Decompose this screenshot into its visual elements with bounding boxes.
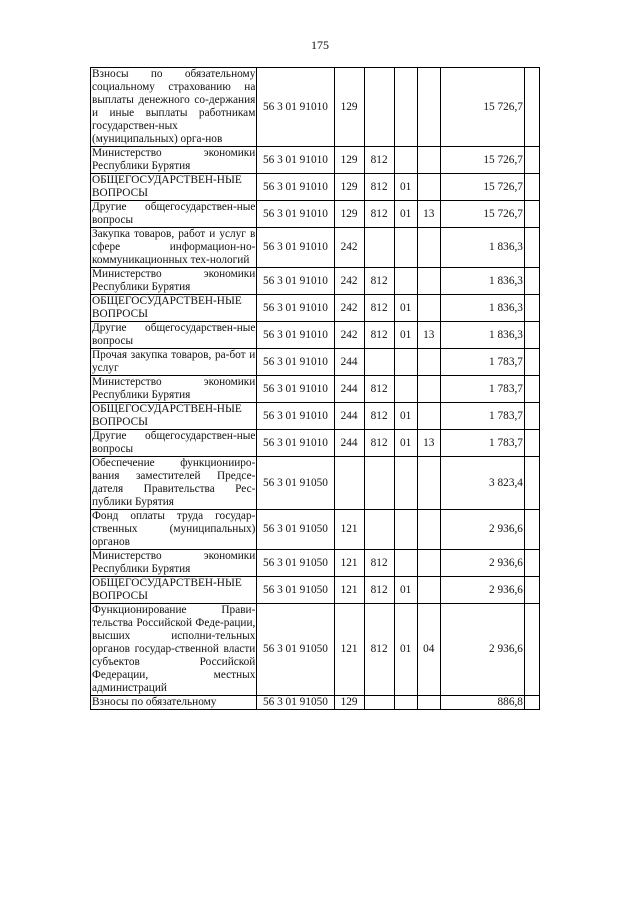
table-row	[91, 174, 540, 201]
row-name-cell: ОБЩЕГОСУДАРСТВЕН-НЫЕ ВОПРОСЫ	[91, 403, 257, 430]
target-article-cell: 56 3 01 91010	[257, 201, 334, 228]
row-name-cell: Другие общегосударствен-ные вопросы	[92, 430, 256, 455]
ministry-code-cell	[364, 349, 394, 376]
ministry-code-cell: 812	[364, 376, 394, 403]
table-row	[91, 510, 540, 550]
ministry-code-cell: 812	[364, 322, 394, 349]
section-cell: 01	[394, 201, 417, 228]
target-article-cell: 56 3 01 91010	[257, 174, 334, 201]
target-article-cell: 56 3 01 91050	[257, 604, 334, 696]
expense-type-cell: 244	[334, 349, 364, 376]
row-name-cell: Фонд оплаты труда государ-ственных (муниципальных) органов	[92, 510, 256, 548]
expense-type-cell: 242	[334, 268, 364, 295]
table-row	[91, 268, 540, 295]
target-article-cell: 56 3 01 91010	[257, 295, 334, 322]
row-name-cell: Обеспечение функционииро-вания заместителей Предсе-дателя Правительства Рес-публики Бурятия	[92, 457, 256, 508]
subsection-cell	[417, 228, 440, 268]
table-row	[91, 295, 540, 322]
amount-cell: 2 936,6	[440, 577, 524, 604]
section-cell	[394, 550, 417, 577]
row-name-cell: Министерство экономики Республики Бурятия	[92, 268, 256, 293]
expense-type-cell: 244	[334, 376, 364, 403]
target-article-cell: 56 3 01 91050	[257, 457, 334, 510]
expense-type-cell: 244	[334, 430, 364, 457]
target-article-cell: 56 3 01 91010	[257, 228, 334, 268]
section-cell	[394, 147, 417, 174]
expense-type-cell: 121	[334, 550, 364, 577]
target-article-cell: 56 3 01 91010	[257, 322, 334, 349]
section-cell	[394, 268, 417, 295]
amount-cell: 1 836,3	[440, 268, 524, 295]
ministry-code-cell: 812	[364, 430, 394, 457]
table-row	[91, 349, 540, 376]
expense-type-cell: 129	[334, 696, 364, 710]
amount-cell: 1 783,7	[440, 403, 524, 430]
empty-cell	[524, 174, 539, 201]
subsection-cell: 04	[417, 604, 440, 696]
amount-cell: 1 836,3	[440, 228, 524, 268]
section-cell: 01	[394, 174, 417, 201]
section-cell	[394, 510, 417, 550]
empty-cell	[524, 510, 539, 550]
row-name-cell: Министерство экономики Республики Бурятия	[92, 147, 256, 172]
ministry-code-cell: 812	[364, 201, 394, 228]
table-row	[91, 147, 540, 174]
table-row	[91, 376, 540, 403]
subsection-cell	[417, 577, 440, 604]
target-article-cell: 56 3 01 91050	[257, 510, 334, 550]
subsection-cell	[417, 403, 440, 430]
subsection-cell	[417, 147, 440, 174]
amount-cell: 886,8	[440, 696, 524, 710]
subsection-cell	[417, 295, 440, 322]
ministry-code-cell	[364, 228, 394, 268]
table-row	[91, 550, 540, 577]
row-name-cell: Другие общегосударствен-ные вопросы	[92, 322, 256, 347]
row-name-cell: Министерство экономики Республики Бурятия	[92, 550, 256, 575]
expense-type-cell: 242	[334, 228, 364, 268]
amount-cell: 2 936,6	[440, 510, 524, 550]
amount-cell: 15 726,7	[440, 174, 524, 201]
target-article-cell: 56 3 01 91050	[257, 577, 334, 604]
row-name-cell: Функционирование Прави-тельства Российской Феде-рации, высших исполни-тельных органов государ-ственной власти субъектов Российской Федерации, местных администраций	[92, 604, 256, 694]
expense-type-cell: 129	[334, 68, 364, 147]
target-article-cell: 56 3 01 91010	[257, 349, 334, 376]
ministry-code-cell: 812	[364, 147, 394, 174]
section-cell	[394, 376, 417, 403]
target-article-cell: 56 3 01 91010	[257, 268, 334, 295]
ministry-code-cell: 812	[364, 268, 394, 295]
empty-cell	[524, 550, 539, 577]
target-article-cell: 56 3 01 91010	[257, 376, 334, 403]
expense-type-cell: 129	[334, 174, 364, 201]
subsection-cell	[417, 696, 440, 710]
empty-cell	[524, 577, 539, 604]
subsection-cell: 13	[417, 430, 440, 457]
expense-type-cell: 242	[334, 295, 364, 322]
ministry-code-cell	[364, 457, 394, 510]
section-cell: 01	[394, 604, 417, 696]
ministry-code-cell: 812	[364, 550, 394, 577]
section-cell	[394, 349, 417, 376]
section-cell	[394, 696, 417, 710]
empty-cell	[524, 457, 539, 510]
amount-cell: 1 783,7	[440, 349, 524, 376]
row-name-cell: ОБЩЕГОСУДАРСТВЕН-НЫЕ ВОПРОСЫ	[91, 295, 257, 322]
section-cell: 01	[394, 403, 417, 430]
subsection-cell	[417, 268, 440, 295]
empty-cell	[524, 268, 539, 295]
row-name-cell: Закупка товаров, работ и услуг в сфере информацион-но-коммуникационных тех-нологий	[92, 228, 256, 266]
empty-cell	[524, 228, 539, 268]
section-cell: 01	[394, 295, 417, 322]
empty-cell	[524, 201, 539, 228]
target-article-cell: 56 3 01 91050	[257, 550, 334, 577]
row-name-cell: Другие общегосударствен-ные вопросы	[92, 201, 256, 226]
expense-type-cell: 121	[334, 577, 364, 604]
amount-cell: 15 726,7	[440, 68, 524, 147]
amount-cell: 1 783,7	[440, 430, 524, 457]
amount-cell: 2 936,6	[440, 550, 524, 577]
empty-cell	[524, 430, 539, 457]
section-cell: 01	[394, 430, 417, 457]
table-row	[91, 228, 540, 268]
empty-cell	[524, 147, 539, 174]
subsection-cell	[417, 349, 440, 376]
table-row	[91, 201, 540, 228]
table-row	[91, 430, 540, 457]
ministry-code-cell	[364, 510, 394, 550]
table-row	[91, 68, 540, 147]
row-name-cell: Взносы по обязательному социальному страхованию на выплаты денежного со-держания и иные выплаты работникам государствен-ных (муниципальных) орга-нов	[92, 68, 256, 145]
table-row	[91, 577, 540, 604]
row-name-cell: Министерство экономики Республики Бурятия	[92, 376, 256, 401]
subsection-cell	[417, 174, 440, 201]
page-number: 175	[311, 38, 329, 52]
expense-type-cell: 121	[334, 510, 364, 550]
expense-type-cell: 244	[334, 403, 364, 430]
section-cell: 01	[394, 577, 417, 604]
amount-cell: 1 836,3	[440, 295, 524, 322]
expense-type-cell	[334, 457, 364, 510]
row-name-cell: Взносы по обязательному	[91, 696, 257, 710]
empty-cell	[524, 349, 539, 376]
expense-type-cell: 242	[334, 322, 364, 349]
target-article-cell: 56 3 01 91050	[257, 696, 334, 710]
subsection-cell: 13	[417, 322, 440, 349]
ministry-code-cell: 812	[364, 604, 394, 696]
budget-table	[90, 67, 540, 710]
row-name-cell: Прочая закупка товаров, ра-бот и услуг	[92, 349, 256, 374]
ministry-code-cell: 812	[364, 577, 394, 604]
ministry-code-cell: 812	[364, 295, 394, 322]
table-row	[91, 403, 540, 430]
amount-cell: 1 836,3	[440, 322, 524, 349]
amount-cell: 15 726,7	[440, 147, 524, 174]
subsection-cell	[417, 510, 440, 550]
row-name-cell: ОБЩЕГОСУДАРСТВЕН-НЫЕ ВОПРОСЫ	[91, 577, 257, 604]
target-article-cell: 56 3 01 91010	[257, 403, 334, 430]
expense-type-cell: 129	[334, 201, 364, 228]
table-row	[91, 604, 540, 696]
table-row	[91, 457, 540, 510]
table-row	[91, 322, 540, 349]
ministry-code-cell: 812	[364, 403, 394, 430]
amount-cell: 2 936,6	[440, 604, 524, 696]
empty-cell	[524, 376, 539, 403]
ministry-code-cell	[364, 696, 394, 710]
empty-cell	[524, 696, 539, 710]
subsection-cell	[417, 68, 440, 147]
expense-type-cell: 121	[334, 604, 364, 696]
amount-cell: 1 783,7	[440, 376, 524, 403]
row-name-cell: ОБЩЕГОСУДАРСТВЕН-НЫЕ ВОПРОСЫ	[91, 174, 257, 201]
empty-cell	[524, 295, 539, 322]
target-article-cell: 56 3 01 91010	[257, 430, 334, 457]
empty-cell	[524, 68, 539, 147]
table-row	[91, 696, 540, 710]
section-cell	[394, 68, 417, 147]
budget-table-body	[91, 68, 540, 710]
ministry-code-cell	[364, 68, 394, 147]
amount-cell: 15 726,7	[440, 201, 524, 228]
subsection-cell	[417, 457, 440, 510]
subsection-cell	[417, 550, 440, 577]
empty-cell	[524, 403, 539, 430]
subsection-cell	[417, 376, 440, 403]
amount-cell: 3 823,4	[440, 457, 524, 510]
empty-cell	[524, 604, 539, 696]
empty-cell	[524, 322, 539, 349]
ministry-code-cell: 812	[364, 174, 394, 201]
subsection-cell: 13	[417, 201, 440, 228]
target-article-cell: 56 3 01 91010	[257, 68, 334, 147]
section-cell	[394, 228, 417, 268]
section-cell: 01	[394, 322, 417, 349]
target-article-cell: 56 3 01 91010	[257, 147, 334, 174]
expense-type-cell: 129	[334, 147, 364, 174]
section-cell	[394, 457, 417, 510]
